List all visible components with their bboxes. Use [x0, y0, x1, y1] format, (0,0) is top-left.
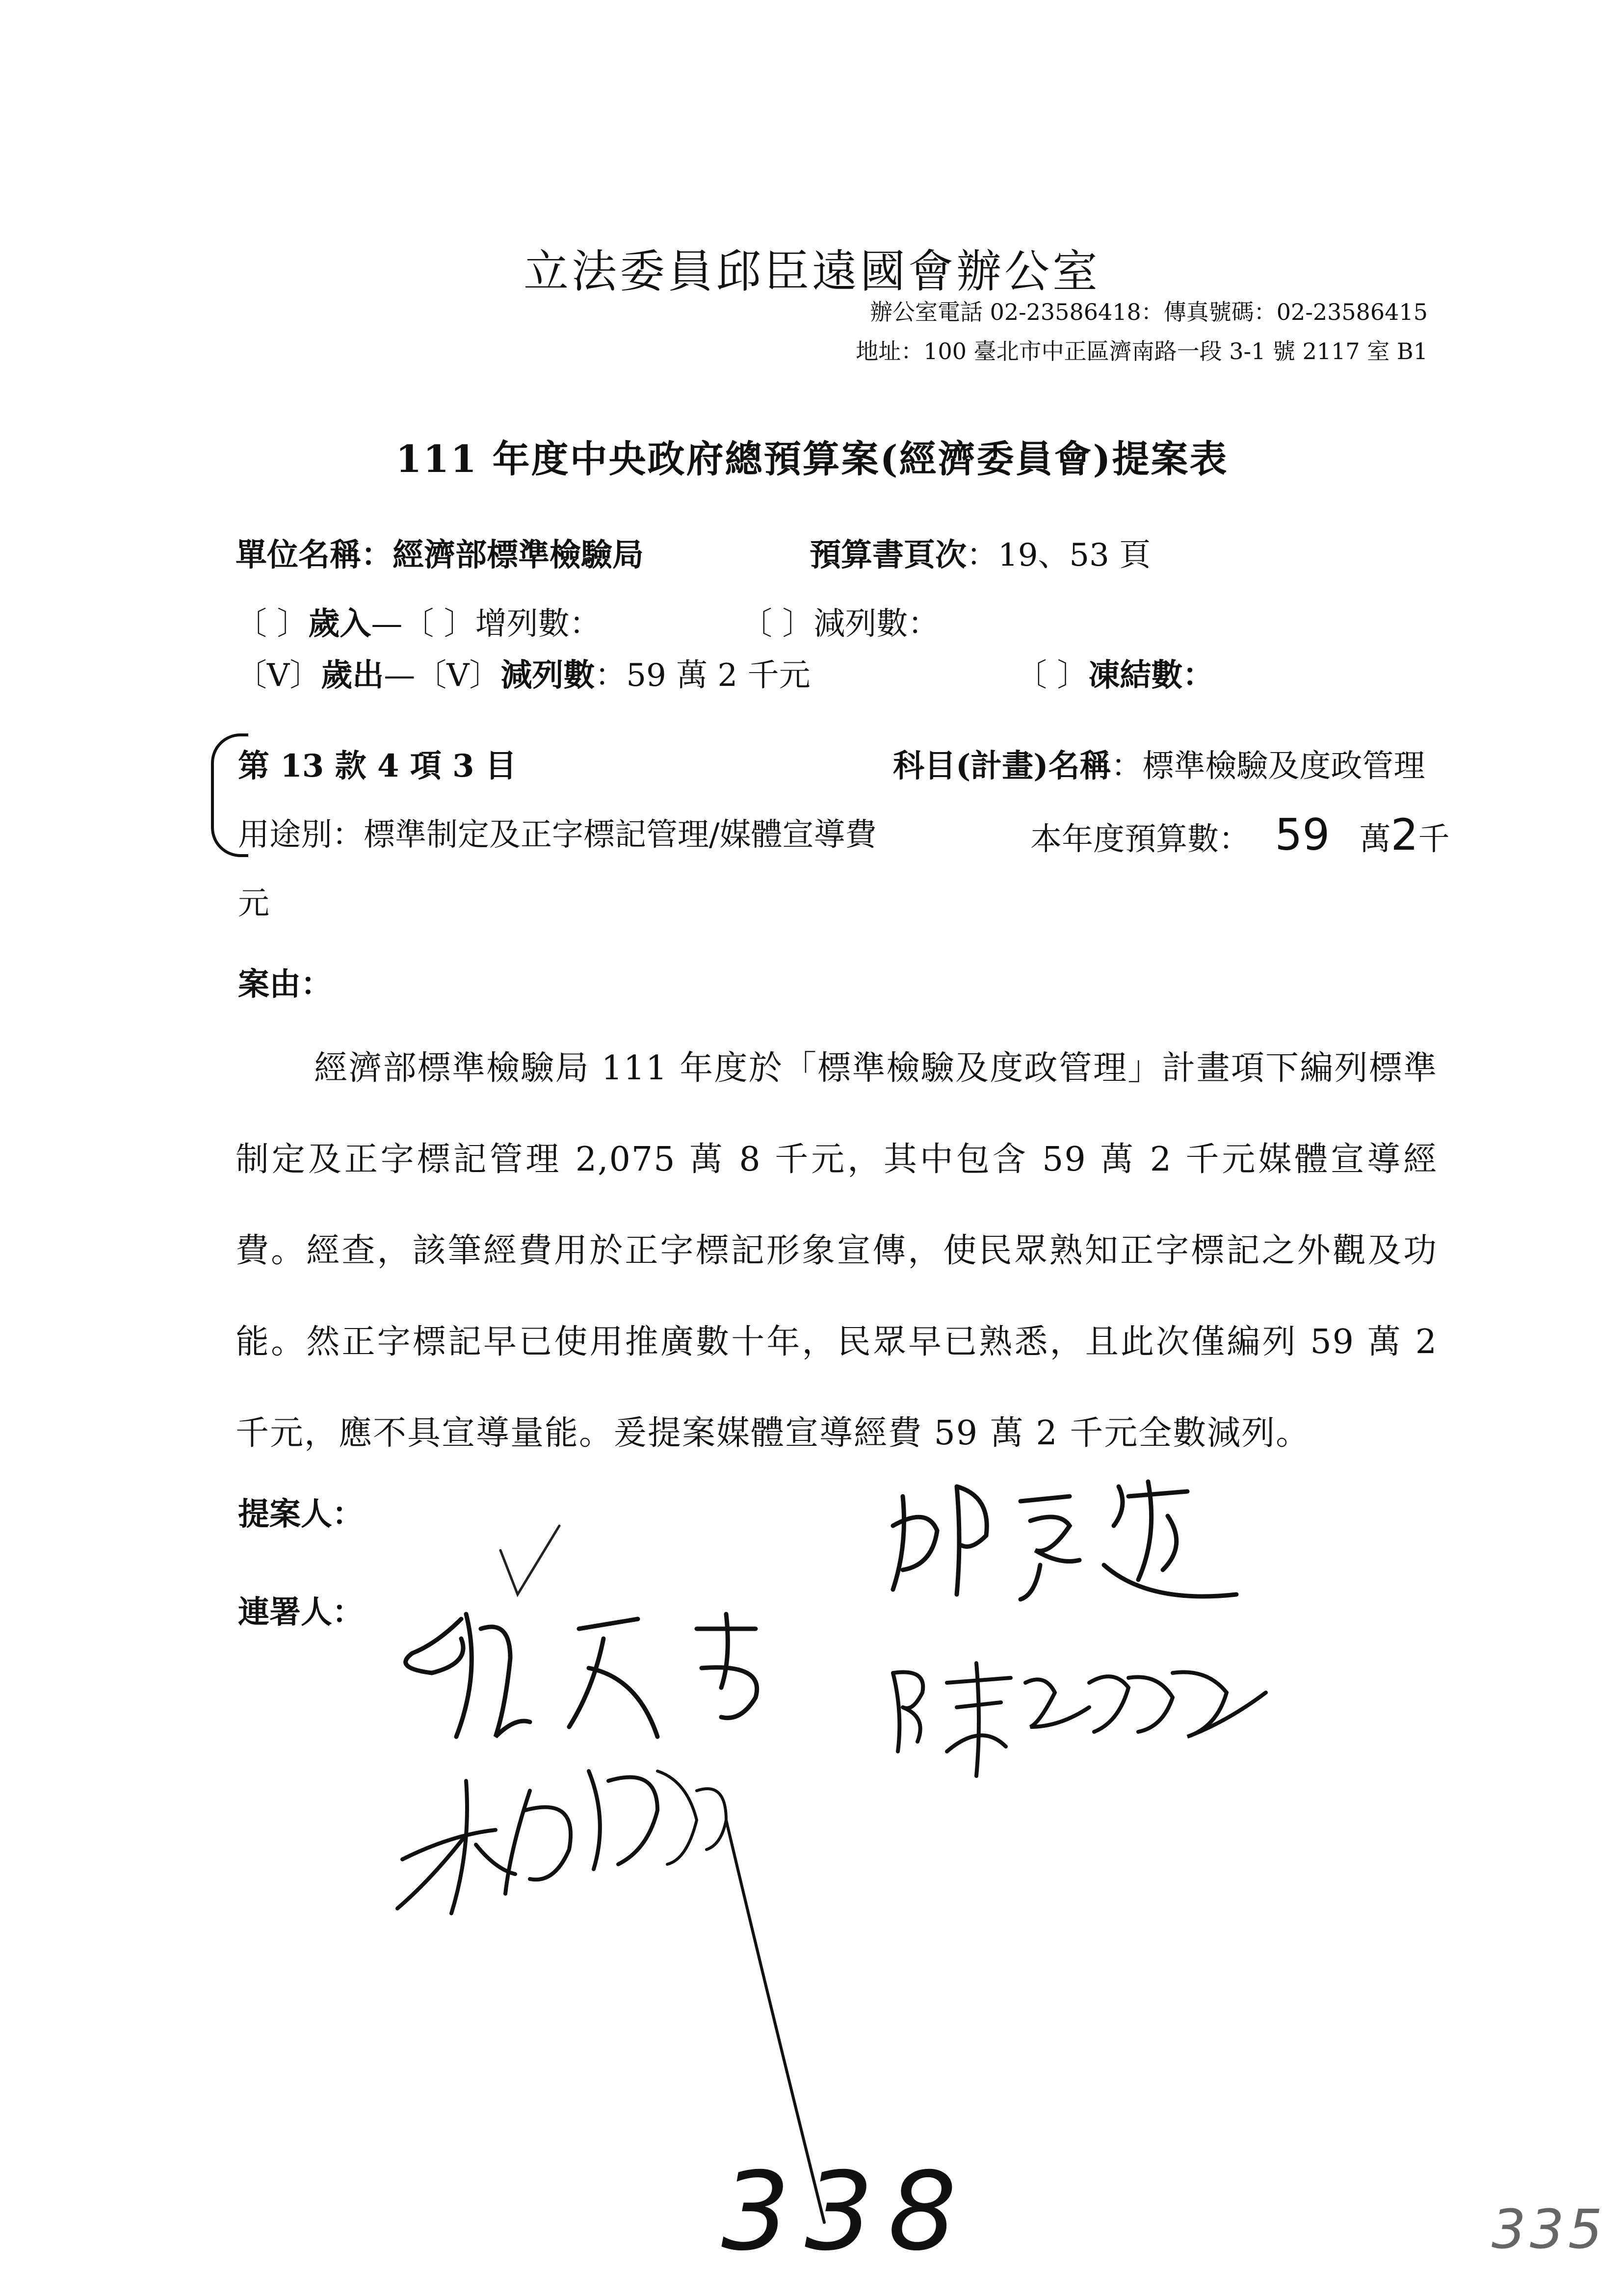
revenue-decrease-label: 減列數：: [813, 606, 940, 642]
proposer-label: 提案人：: [238, 1496, 364, 1533]
proposer-signature: [873, 1467, 1246, 1619]
budget-amount-label: 本年度預算數：: [1030, 821, 1250, 858]
revenue-decrease-check: 〔 〕: [741, 606, 814, 642]
revenue-increase-check: 〔 〕: [402, 606, 475, 642]
handwritten-page-number: 338: [721, 2149, 971, 2274]
expenditure-decrease-check: 〔V〕: [415, 657, 501, 694]
budget-amount-hand-2: 2: [1390, 809, 1418, 860]
revenue-label: 歲入: [308, 605, 371, 642]
revenue-dash: —: [371, 606, 403, 642]
item-subject-value: ：標準檢驗及度政管理: [1111, 748, 1425, 784]
expenditure-check: 〔V〕: [236, 657, 321, 694]
office-title: 立法委員邱臣遠國會辦公室: [523, 245, 1100, 298]
budget-amount-row: [1030, 809, 1450, 860]
usage-value: 標準制定及正字標記管理/媒體宣導費: [364, 817, 877, 853]
revenue-check: 〔 〕: [236, 606, 309, 642]
freeze-label: 凍結數：: [1088, 657, 1214, 694]
expenditure-dash: —: [384, 657, 416, 694]
budget-amount-wrap: 元: [238, 886, 269, 922]
expenditure-decrease-value: ：59 萬 2 千元: [595, 657, 811, 694]
budget-pages-label: 預算書頁次: [810, 537, 967, 574]
freeze-row: [1016, 650, 1214, 695]
office-phone-line: 辦公室電話 02-23586418：傳真號碼：02-23586415: [869, 299, 1428, 325]
unit-row: [236, 530, 644, 575]
item-code: 第 13 款 4 項 3 目: [238, 748, 517, 784]
expenditure-label: 歲出: [321, 657, 384, 694]
office-address-line: 地址：100 臺北市中正區濟南路一段 3-1 號 2117 室 B1: [856, 338, 1428, 365]
revenue-row: [236, 599, 601, 644]
expenditure-decrease-label: 減列數: [500, 657, 595, 694]
budget-amount-unit: 萬: [1359, 821, 1391, 858]
cosigner-signature-2-strokes: [383, 1599, 824, 1761]
budget-pages-value: ：19、53 頁: [967, 537, 1151, 574]
item-subject: [893, 741, 1425, 786]
cosigner-signature-1: [883, 1653, 1276, 1786]
cosigner-label: 連署人：: [238, 1594, 364, 1631]
expenditure-row: [236, 650, 811, 695]
budget-pages: [810, 530, 1151, 575]
cosigner-signature-1-strokes: [883, 1653, 1276, 1786]
item-subject-label: 科目(計畫)名稱: [893, 748, 1111, 784]
budget-amount-end: 千: [1418, 821, 1450, 858]
revenue-increase-label: 增列數：: [475, 606, 601, 642]
usage-row: [238, 809, 877, 855]
budget-amount-hand-1: 59: [1275, 809, 1330, 860]
cosigner-signature-2: [383, 1599, 824, 1761]
reason-label: 案由：: [238, 966, 332, 1003]
usage-label: 用途別：: [238, 817, 364, 853]
proposer-signature-strokes: [873, 1467, 1246, 1619]
unit-label: 單位名稱：: [236, 537, 393, 574]
corner-page-number: 335: [1492, 2198, 1606, 2261]
freeze-check: 〔 〕: [1016, 657, 1089, 694]
revenue-decrease: [741, 599, 939, 644]
form-title: 111 年度中央政府總預算案(經濟委員會)提案表: [395, 437, 1229, 481]
reason-text: 經濟部標準檢驗局 111 年度於「標準檢驗及度政管理」計畫項下編列標準制定及正字標記管理 2,075 萬 8 千元，其中包含 59 萬 2 千元媒體宣導經費。經查，該筆經費用於正字標記形象宣傳，使民眾熟知正字標記之外觀及功能。然正字標記早已使用推廣數十年，民眾早已熟悉，且此次僅編列 59 萬 2 千元，應不具宣導量能。爰提案媒體宣導經費 59 萬 2 千元全數減列。: [236, 1049, 1438, 1453]
unit-value: 經濟部標準檢驗局: [393, 537, 644, 574]
check-mark-icon: [491, 1521, 569, 1609]
